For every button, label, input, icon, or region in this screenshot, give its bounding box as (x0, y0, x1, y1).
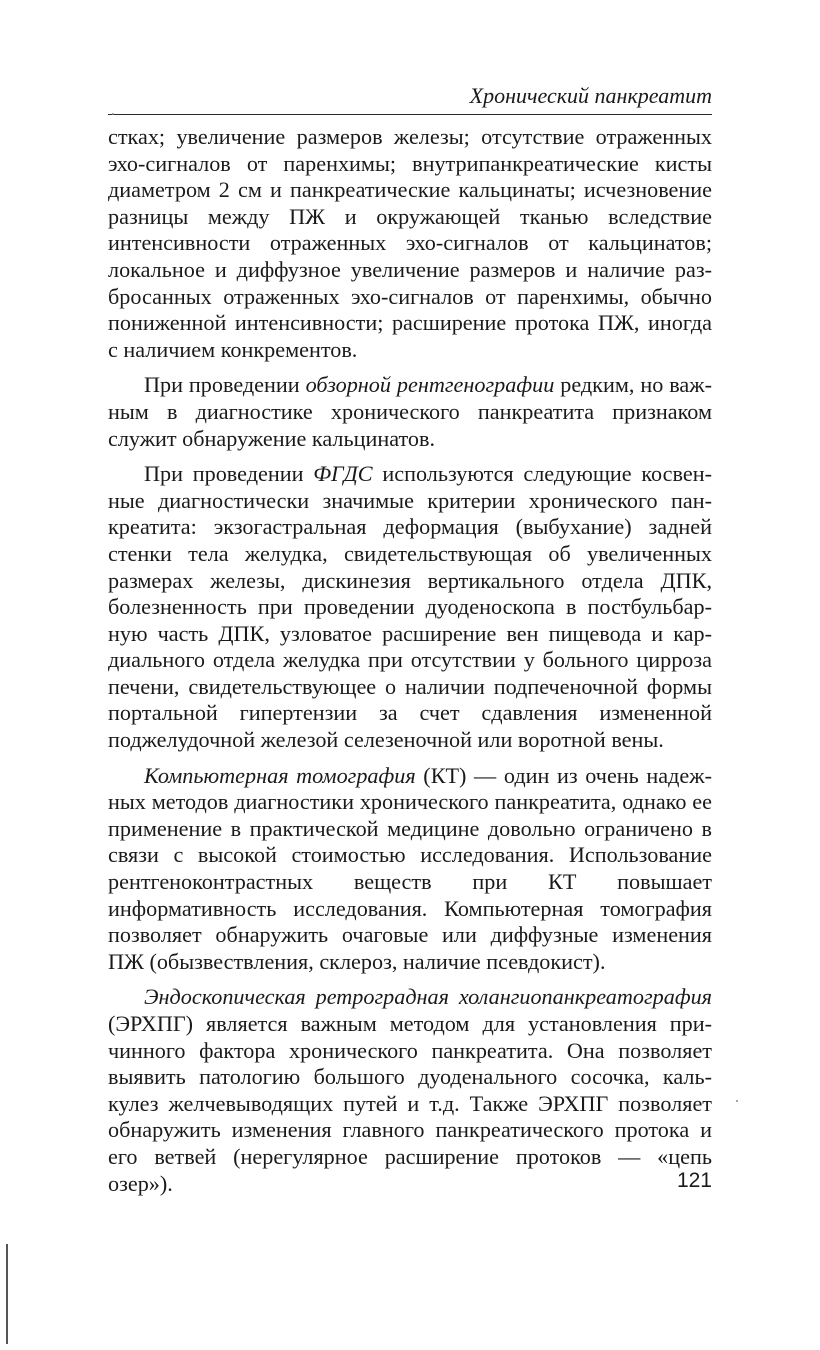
term-ercp: Эндоскопическая ретроградная холангиопанкреатография (144, 984, 712, 1010)
paragraph-xray (108, 372, 712, 452)
body-text (108, 124, 712, 1197)
scan-edge-line (6, 1244, 8, 1344)
paragraph-fgds (108, 461, 712, 754)
paragraph-ercp (108, 984, 712, 1197)
running-head: Хронический панкреатит (108, 82, 712, 115)
paragraph-xray-lead: При проведении (144, 372, 306, 398)
term-xray: обзорной рентгенографии (305, 372, 555, 398)
paragraph-ct (108, 763, 712, 976)
paragraph-ercp-body: (ЭРХПГ) является важным методом для установления причинного фактора хронического панкреатита. Она позволяет выявить патологию большого дуоденального сосочка, калькулез желчевыводящих путей и т.д. Также ЭРХПГ позволяет обнаружить изменения главного панкреатического протока и его ветвей (нерегулярное расширение протоков — «цепь озер»). (108, 1011, 712, 1196)
term-ct: Компьютерная томография (144, 762, 416, 788)
page-number: 121 (676, 1169, 712, 1192)
scan-speck (112, 113, 114, 115)
paragraph-ct-body: (КТ) — один из очень надежных методов диагностики хронического панкреатита, однако ее применение в практической медицине довольно ограничено в связи с высокой стоимостью исследования. Использование рентгеноконтрастных веществ при КТ повышает информативность исследования. Компьютерная томография позволяет обнаружить очаговые или диффузные изменения ПЖ (обызвествления, склероз, наличие псевдокист). (108, 762, 712, 974)
scan-speck (736, 1100, 738, 1102)
term-fgds: ФГДС (313, 461, 373, 487)
paragraph-fgds-lead: При проведении (144, 461, 314, 487)
paragraph-continued: стках; увеличение размеров железы; отсутствие отраженных эхо-сигналов от паренхимы; внутрипанкреатические кисты диаметром 2 см и панкреатические кальцинаты; исчезновение разницы между ПЖ и окружающей тканью вследствие интенсивности отраженных эхо-сигналов от кальцинатов; локальное и диффузное увеличение размеров и наличие разбросанных отраженных эхо-сигналов от паренхимы, обычно пониженной интенсивности; расширение протока ПЖ, иногда с наличием конкрементов. (108, 124, 712, 362)
paragraph-fgds-body: используются следующие косвенные диагностически значимые критерии хронического панкреатита: экзогастральная деформация (выбухание) задней стенки тела желудка, свидетельствующая об увеличенных размерах железы, дискинезия вертикального отдела ДПК, болезненность при проведении дуоденоскопа в постбульбарную часть ДПК, узловатое расширение вен пищевода и кардиального отдела желудка при отсутствии у больного цирроза печени, свидетельствующее о наличии подпеченочной формы портальной гипертензии за счет сдавления измененной поджелудочной железой селезеночной или воротной вены. (108, 461, 712, 753)
paragraph-xray-body: редким, но важным в диагностике хронического панкреатита признаком служит обнаружение кальцинатов. (108, 372, 712, 451)
